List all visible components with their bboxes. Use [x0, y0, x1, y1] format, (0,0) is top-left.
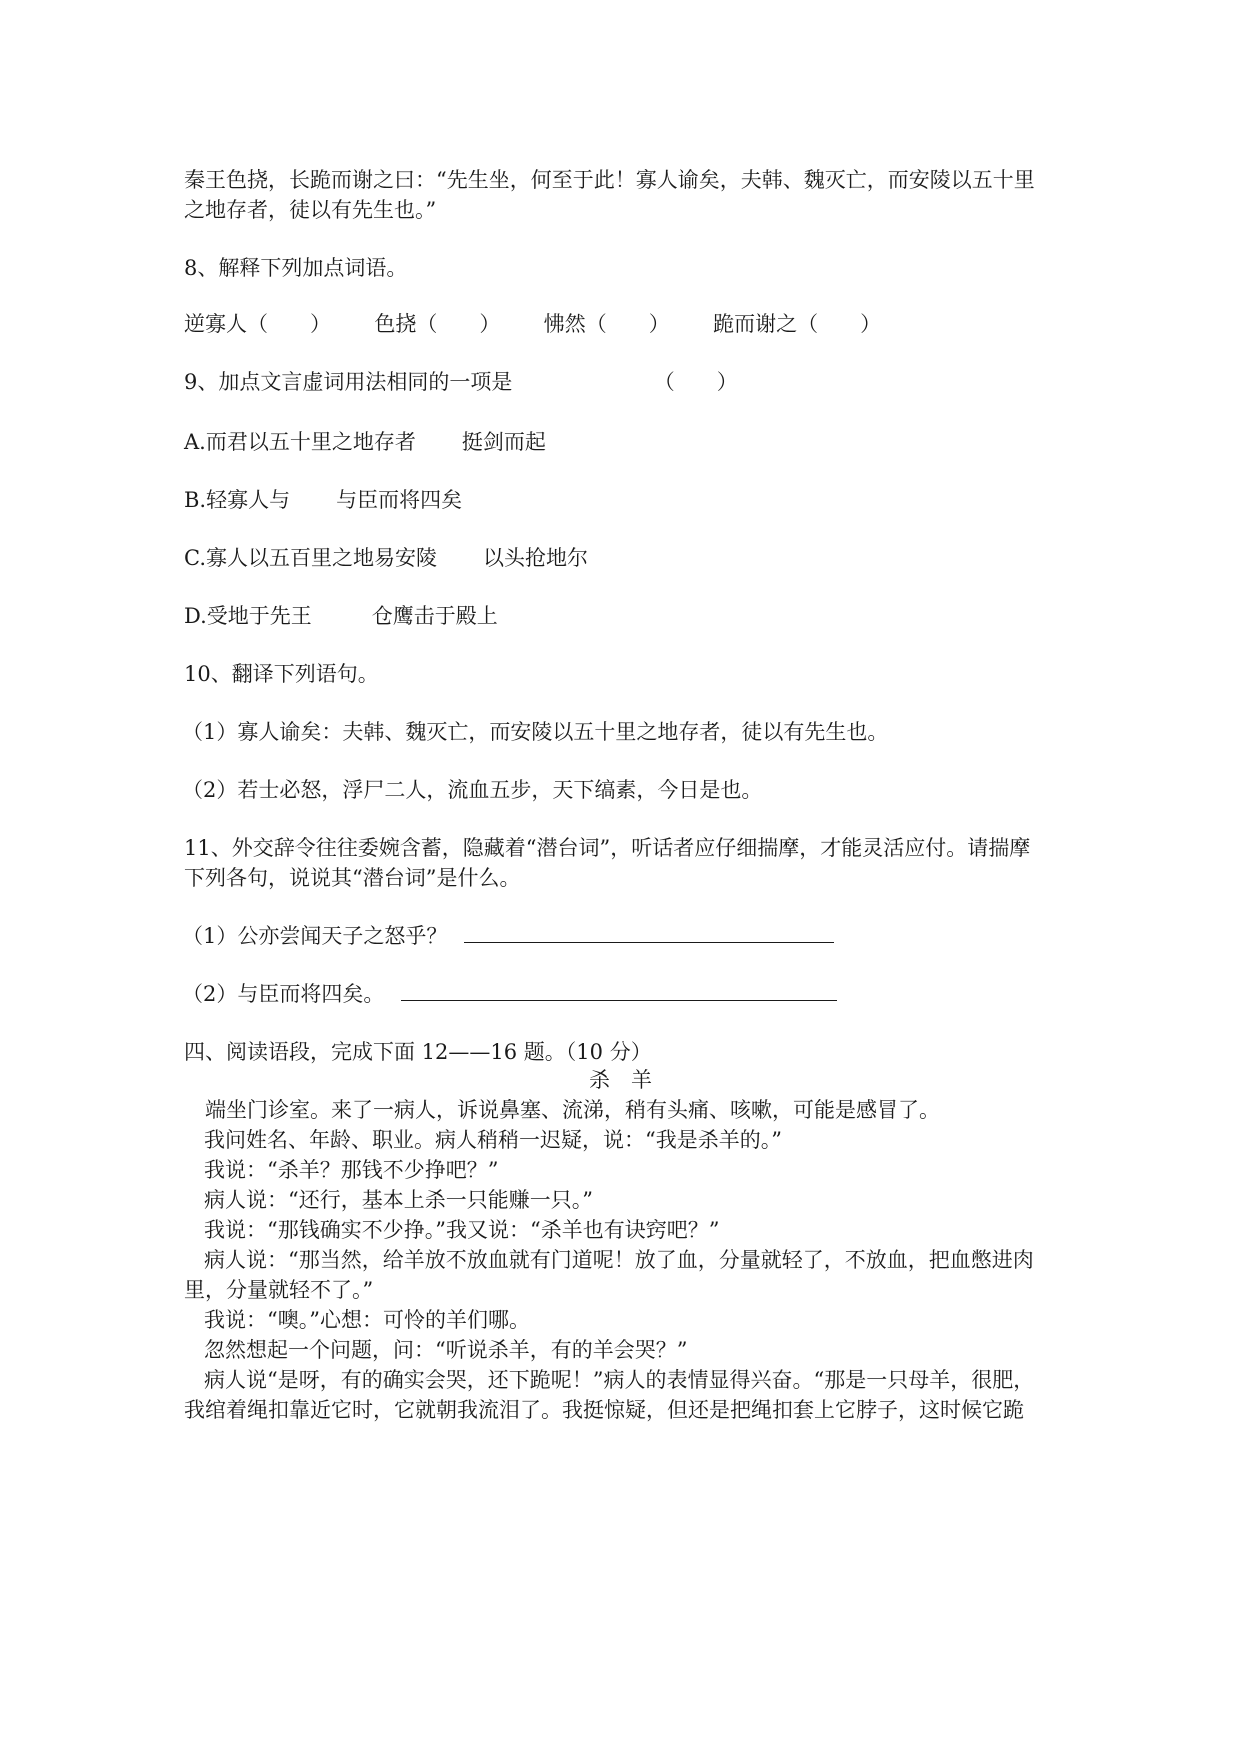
- option-d-right: 仓鹰击于殿上: [371, 604, 498, 628]
- question-11-item-2: [182, 980, 837, 1008]
- story-paragraph: 我问姓名、年龄、职业。病人稍稍一迟疑，说：“我是杀羊的。”: [204, 1128, 782, 1152]
- answer-line[interactable]: [401, 980, 837, 1001]
- question-11-item-1: [182, 922, 834, 950]
- passage-line: 之地存者，徒以有先生也。”: [184, 198, 437, 222]
- option-a: [184, 428, 546, 456]
- story-paragraph: 病人说：“那当然，给羊放不放血就有门道呢！放了血，分量就轻了，不放血，把血憋进肉: [204, 1248, 1034, 1272]
- story-paragraph: 我说：“噢。”心想：可怜的羊们哪。: [204, 1308, 530, 1332]
- option-a-right: 挺剑而起: [461, 430, 546, 454]
- question-10-item-1: （1）寡人谕矣：夫韩、魏灭亡，而安陵以五十里之地存者，徒以有先生也。: [182, 720, 889, 744]
- answer-bracket: （ ）: [653, 370, 738, 394]
- answer-blank: 逆寡人（ ）: [184, 312, 331, 336]
- question-11-prompt: 下列各句，说说其“潜台词”是什么。: [184, 866, 521, 890]
- question-11-item-text: （2）与臣而将四矣。: [182, 982, 385, 1006]
- option-c-right: 以头抢地尔: [483, 546, 588, 570]
- answer-blank: 色挠（ ）: [374, 312, 501, 336]
- story-paragraph: 端坐门诊室。来了一病人，诉说鼻塞、流涕，稍有头痛、咳嗽，可能是感冒了。: [184, 1098, 940, 1122]
- story-paragraph: 我绾着绳扣靠近它时，它就朝我流泪了。我挺惊疑，但还是把绳扣套上它脖子，这时候它跪: [184, 1398, 1024, 1422]
- answer-blank: 跪而谢之（ ）: [713, 312, 882, 336]
- option-b-right: 与臣而将四矣: [336, 488, 463, 512]
- answer-line[interactable]: [464, 922, 834, 943]
- answer-blank: 怫然（ ）: [543, 312, 670, 336]
- option-b: [184, 486, 462, 514]
- option-d: [184, 602, 498, 630]
- option-a-left: A.而君以五十里之地存者: [184, 430, 416, 454]
- story-paragraph: 忽然想起一个问题，问：“听说杀羊，有的羊会哭？”: [204, 1338, 688, 1362]
- option-d-left: D.受地于先王: [184, 604, 312, 628]
- story-paragraph: 我说：“杀羊？那钱不少挣吧？”: [204, 1158, 499, 1182]
- story-paragraph: 病人说：“还行，基本上杀一只能赚一只。”: [204, 1188, 593, 1212]
- question-9-prompt: [184, 368, 738, 396]
- story-paragraph: 里，分量就轻不了。”: [184, 1278, 374, 1302]
- question-8-prompt: 8、解释下列加点词语。: [184, 256, 408, 280]
- option-c: [184, 544, 588, 572]
- option-b-left: B.轻寡人与: [184, 488, 291, 512]
- story-paragraph: 病人说“是呀，有的确实会哭，还下跪呢！”病人的表情显得兴奋。“那是一只母羊，很肥，: [204, 1368, 1035, 1392]
- question-11-item-text: （1）公亦尝闻天子之怒乎？: [182, 924, 448, 948]
- passage-line: 秦王色挠，长跪而谢之曰：“先生坐，何至于此！寡人谕矣，夫韩、魏灭亡，而安陵以五十里: [184, 168, 1035, 192]
- question-9-text: 9、加点文言虚词用法相同的一项是: [184, 370, 513, 394]
- question-11-prompt: 11、外交辞令往往委婉含蓄，隐藏着“潜台词”，听话者应仔细揣摩，才能灵活应付。请揣摩: [184, 836, 1031, 860]
- question-10-item-2: （2）若士必怒，浮尸二人，流血五步，天下缟素，今日是也。: [182, 778, 763, 802]
- story-title: 杀 羊: [589, 1068, 652, 1092]
- section-heading: 四、阅读语段，完成下面 12——16 题。（10 分）: [184, 1040, 652, 1064]
- story-paragraph: 我说：“那钱确实不少挣。”我又说：“杀羊也有诀窍吧？”: [204, 1218, 720, 1242]
- option-c-left: C.寡人以五百里之地易安陵: [184, 546, 437, 570]
- question-10-prompt: 10、翻译下列语句。: [184, 662, 379, 686]
- question-8-items: [184, 310, 881, 338]
